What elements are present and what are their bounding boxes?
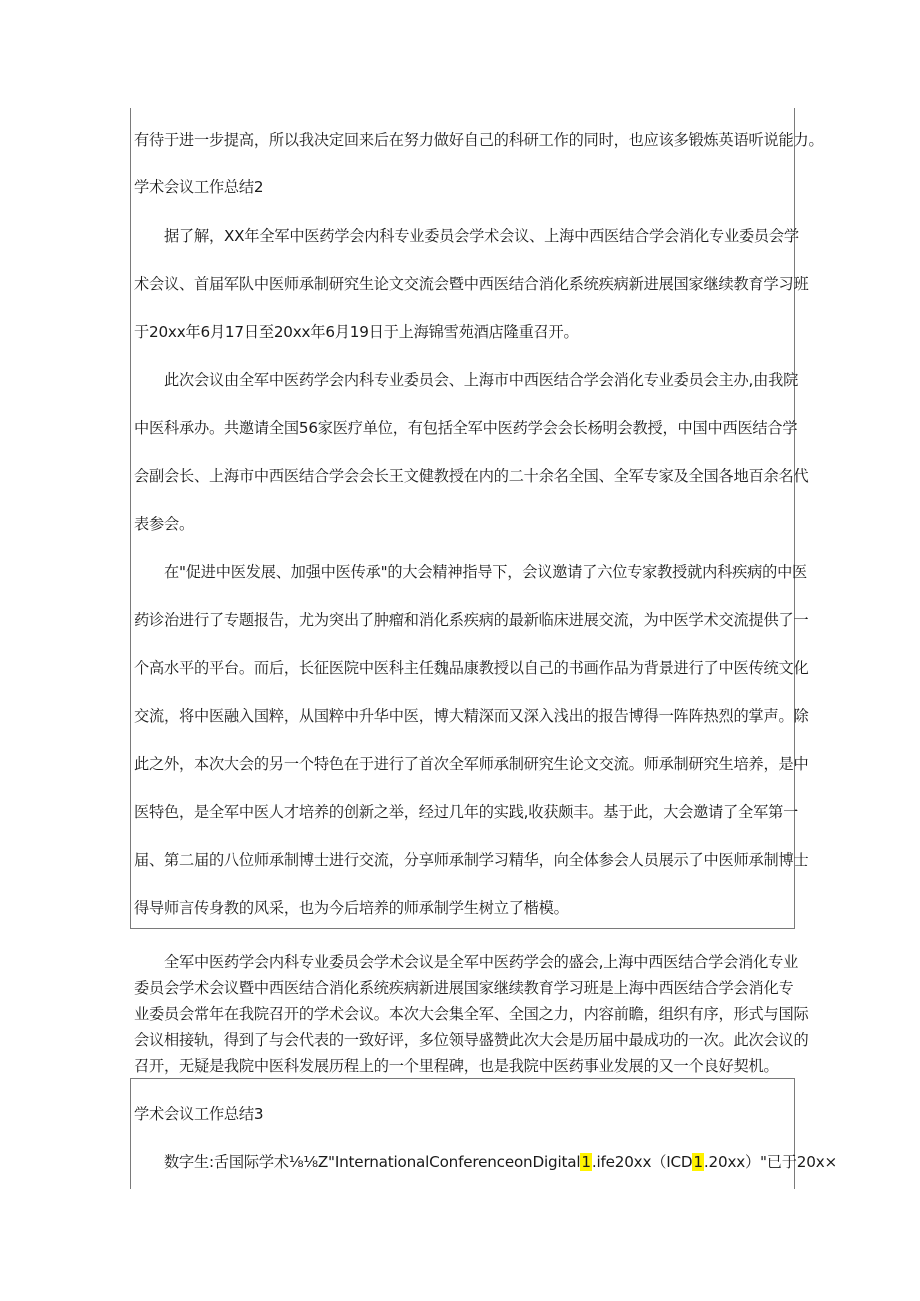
text-segment: 数字生:舌国际学术⅛⅛Z"InternationalConferenceonDigital: [164, 1153, 581, 1171]
paragraph-line: 召开，无疑是我院中医科发展历程上的一个里程碑，也是我院中医药事业发展的又一个良好契机。: [134, 1057, 779, 1075]
paragraph-line: 业委员会常年在我院召开的学术会议。本次大会集全军、全国之力，内容前瞻，组织有序，形式与国际: [134, 1005, 809, 1023]
paragraph-line: 届、第二届的八位师承制博士进行交流，分享师承制学习精华，向全体参会人员展示了中医师承制博士: [134, 851, 809, 869]
paragraph-line: 全军中医药学会内科专业委员会学术会议是全军中医药学会的盛会,上海中西医结合学会消化专业: [164, 953, 799, 971]
text-segment: .ife20xx（ICD: [591, 1153, 693, 1171]
paragraph-line: 医特色，是全军中医人才培养的创新之举，经过几年的实践,收获颇丰。基于此，大会邀请了全军第一: [134, 803, 799, 821]
paragraph-line: 交流，将中医融入国粹，从国粹中升华中医，博大精深而又深入浅出的报告博得一阵阵热烈的掌声。除: [134, 707, 809, 725]
paragraph-line: 此之外，本次大会的另一个特色在于进行了首次全军师承制研究生论文交流。师承制研究生培养，是中: [134, 755, 809, 773]
paragraph-line: 于20xx年6月17日至20xx年6月19日于上海锦雪苑酒店隆重召开。: [134, 323, 579, 341]
paragraph-line: 会议相接轨，得到了与会代表的一致好评，多位领导盛赞此次大会是历届中最成功的一次。此次会议的: [134, 1031, 809, 1049]
paragraph-line: 中医科承办。共邀请全国56家医疗单位，有包括全军中医药学会会长杨明会教授，中国中西医结合学: [134, 419, 798, 437]
paragraph-line: 据了解，XX年全军中医药学会内科专业委员会学术会议、上海中西医结合学会消化专业委员会学: [164, 227, 799, 245]
section-heading-3: 学术会议工作总结3: [134, 1105, 264, 1123]
paragraph-line: 委员会学术会议暨中西医结合消化系统疾病新进展国家继续教育学习班是上海中西医结合学会消化专: [134, 979, 794, 997]
section-heading-2: 学术会议工作总结2: [134, 178, 264, 196]
paragraph-line: 得导师言传身教的风采，也为今后培养的师承制学生树立了楷模。: [134, 899, 569, 917]
highlight-mark: 1: [693, 1153, 703, 1171]
paragraph-line: [164, 1152, 837, 1172]
paragraph-line: 个高水平的平台。而后，长征医院中医科主任魏品康教授以自己的书画作品为背景进行了中医传统文化: [134, 659, 809, 677]
text-segment: .20xx）"已于20x×: [703, 1153, 838, 1171]
paragraph-line: 术会议、首届军队中医师承制研究生论文交流会暨中西医结合消化系统疾病新进展国家继续教育学习班: [134, 275, 809, 293]
paragraph-line: 药诊治进行了专题报告，尤为突出了肿瘤和消化系疾病的最新临床进展交流，为中医学术交流提供了一: [134, 611, 809, 629]
paragraph-line: 会副会长、上海市中西医结合学会会长王文健教授在内的二十余名全国、全军专家及全国各地百余名代: [134, 467, 809, 485]
highlight-mark: 1: [581, 1153, 591, 1171]
content-box-bottom: [130, 1078, 795, 1189]
paragraph-line: 此次会议由全军中医药学会内科专业委员会、上海市中西医结合学会消化专业委员会主办,由我院: [164, 371, 799, 389]
paragraph-line: 在"促进中医发展、加强中医传承"的大会精神指导下，会议邀请了六位专家教授就内科疾病的中医: [164, 563, 808, 581]
paragraph-line: 表参会。: [134, 515, 194, 533]
paragraph-line: 有待于进一步提高，所以我决定回来后在努力做好自己的科研工作的同时，也应该多锻炼英语听说能力。: [134, 131, 824, 149]
